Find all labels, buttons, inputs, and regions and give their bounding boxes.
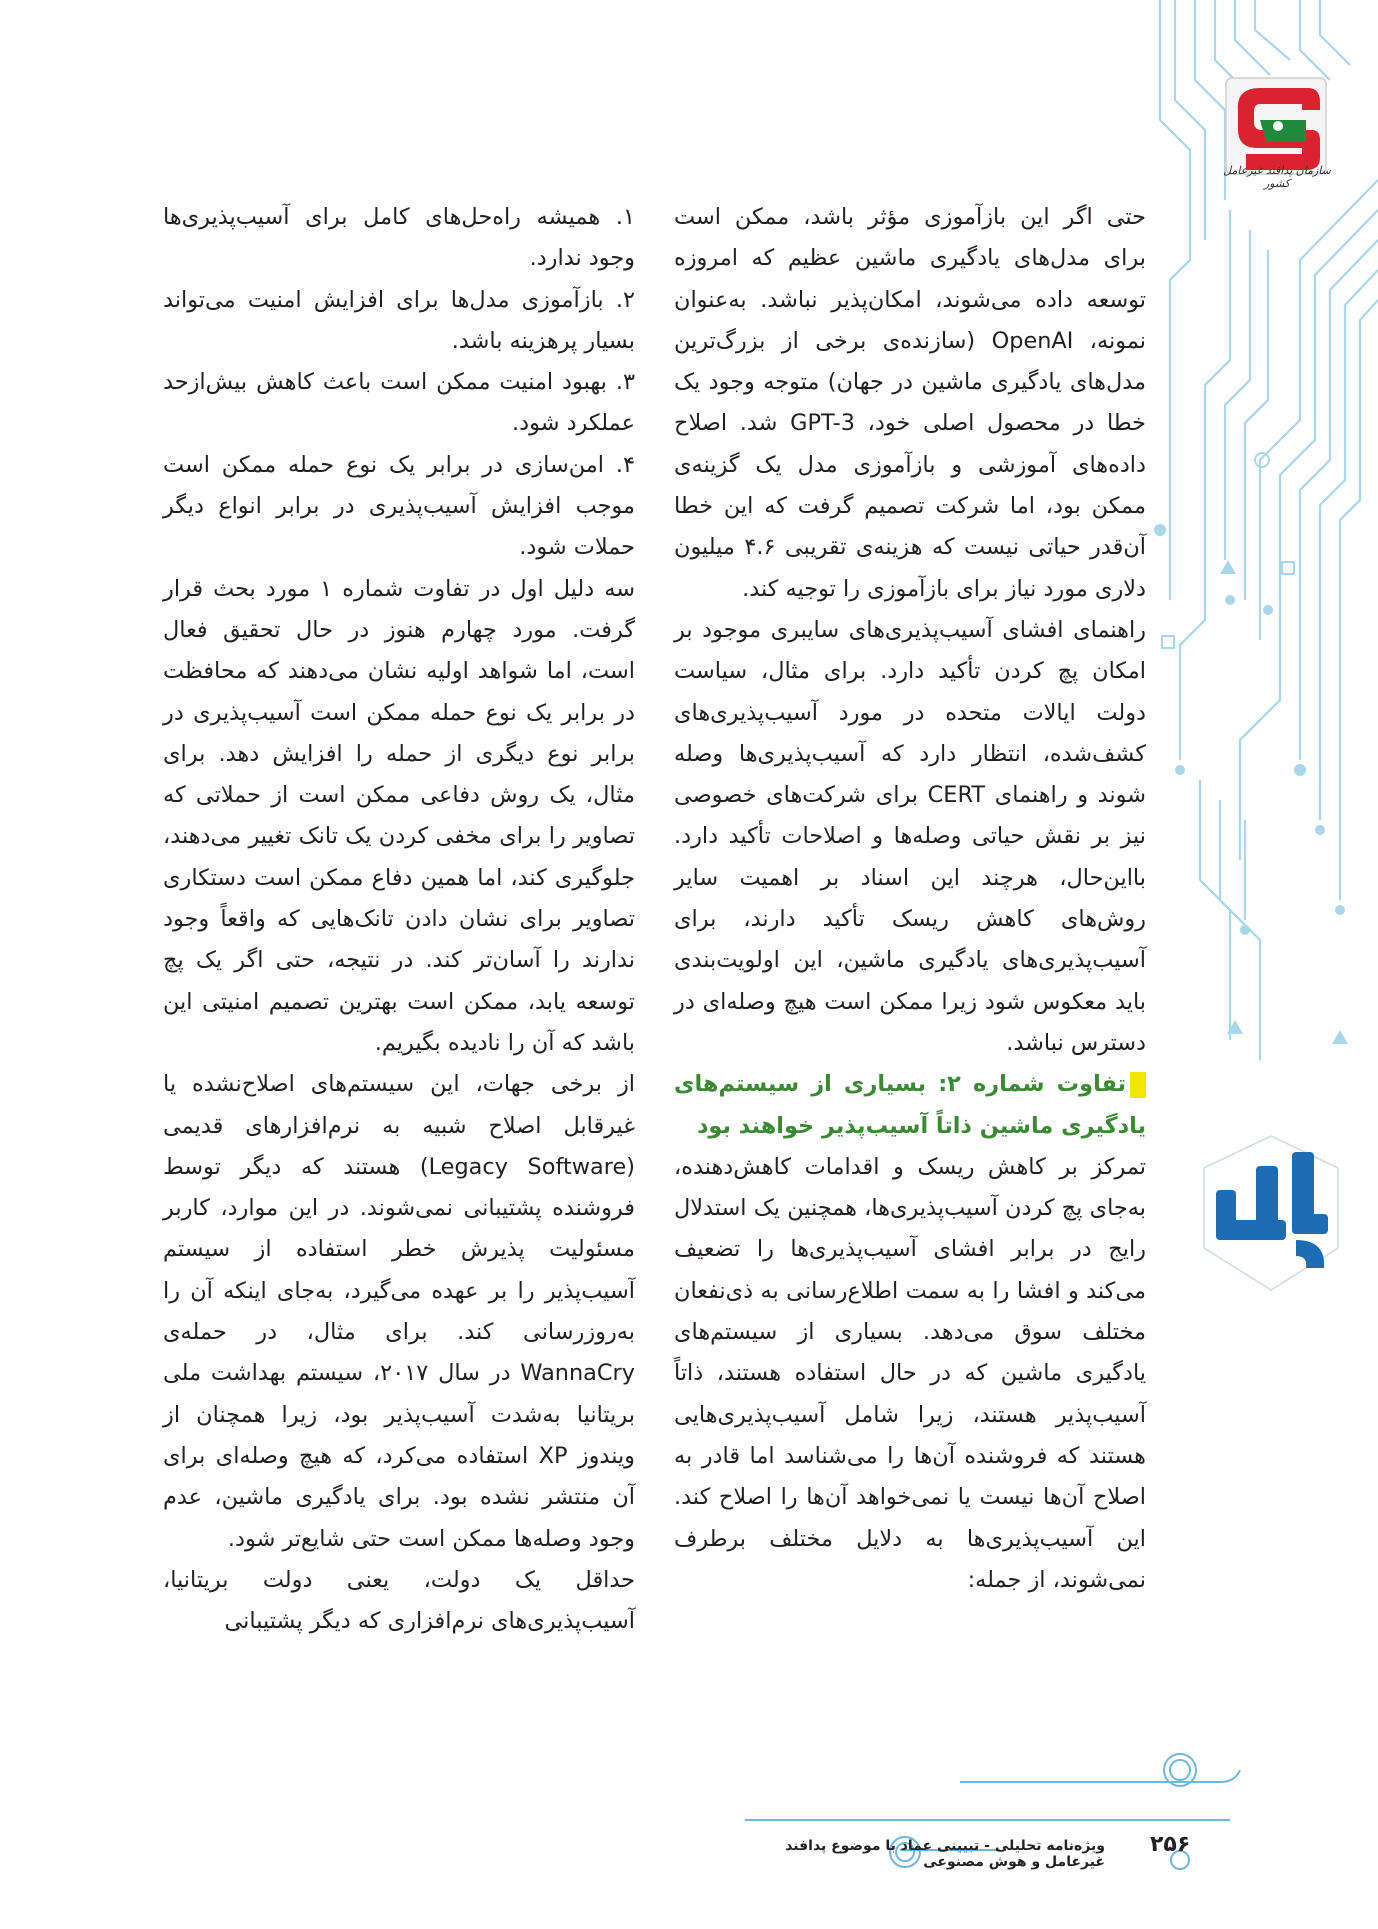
- emad-logo: [1196, 1128, 1346, 1298]
- list-item: ۲. بازآموزی مدل‌ها برای افزایش امنیت می‌تواند بسیار پرهزینه باشد.: [163, 286, 635, 354]
- logo-caption: سازمان پدافند غیرعامل کشور: [1223, 164, 1331, 190]
- heading-marker: [1130, 1072, 1146, 1098]
- section-heading: [674, 1064, 1146, 1147]
- page-number: ۲۵۶: [1150, 1832, 1191, 1857]
- right-column: [674, 197, 1146, 1601]
- left-column: [163, 197, 635, 1642]
- paragraph: راهنمای افشای آسیب‌پذیری‌های سایبری موجود بر امکان پچ کردن تأکید دارد. برای مثال، سیاست دولت ایالات متحده در مورد آسیب‌پذیری‌های کشف‌شده، انتظار دارد که آسیب‌پذیری‌ها وصله شوند و راهنمای CERT برای شرکت‌های خصوصی نیز بر نقش حیاتی وصله‌ها و اصلاحات تأکید دارد. بااین‌حال، هرچند این اسناد بر اهمیت سایر روش‌های کاهش ریسک تأکید دارند، برای آسیب‌پذیری‌های یادگیری ماشین، این اولویت‌بندی باید معکوس شود زیرا ممکن است هیچ وصله‌ای در دسترس نباشد.: [674, 616, 1146, 1056]
- paragraph: تمرکز بر کاهش ریسک و اقدامات کاهش‌دهنده، به‌جای پچ کردن آسیب‌پذیری‌ها، همچنین یک استدلال رایج در برابر افشای آسیب‌پذیری‌ها را تضعیف می‌کند و افشا را به سمت اطلاع‌رسانی به ذی‌نفعان مختلف سوق می‌دهد. بسیاری از سیستم‌های یادگیری ماشین که در حال استفاده هستند، ذاتاً آسیب‌پذیر هستند، زیرا شامل آسیب‌پذیری‌هایی هستند که فروشنده آن‌ها را می‌شناسد اما قادر به اصلاح آن‌ها نیست یا نمی‌خواهد آن‌ها را اصلاح کند. این آسیب‌پذیری‌ها به دلایل مختلف برطرف نمی‌شوند، از جمله:: [674, 1153, 1146, 1593]
- paragraph: سه دلیل اول در تفاوت شماره ۱ مورد بحث قرار گرفت. مورد چهارم هنوز در حال تحقیق فعال است، اما شواهد اولیه نشان می‌دهند که محافظت در برابر یک نوع حمله ممکن است آسیب‌پذیری در برابر نوع دیگری از حمله را افزایش دهد. برای مثال، یک روش دفاعی ممکن است از حملاتی که تصاویر را برای مخفی کردن یک تانک تغییر می‌دهند، جلوگیری کند، اما همین دفاع ممکن است دستکاری تصاویر برای نشان دادن تانک‌هایی که واقعاً وجود ندارند را آسان‌تر کند. در نتیجه، حتی اگر یک پچ توسعه یابد، ممکن است بهترین تصمیم امنیتی این باشد که آن را نادیده بگیریم.: [163, 575, 635, 1056]
- journal-title: ویژه‌نامه تحلیلی - تبیینی عماد با موضوع پدافند غیرعامل و هوش مصنوعی: [785, 1838, 1105, 1870]
- section-heading-text: تفاوت شماره ۲: بسیاری از سیستم‌های یادگیری ماشین ذاتاً آسیب‌پذیر خواهند بود: [674, 1071, 1146, 1139]
- paragraph: حداقل یک دولت، یعنی دولت بریتانیا، آسیب‌پذیری‌های نرم‌افزاری که دیگر پشتیبانی: [163, 1566, 635, 1635]
- paragraph: از برخی جهات، این سیستم‌های اصلاح‌نشده یا غیرقابل اصلاح شبیه به نرم‌افزارهای قدیمی (Legacy Software) هستند که دیگر توسط فروشنده پشتیبانی نمی‌شوند. در این موارد، کاربر مسئولیت پذیرش خطر استفاده از سیستم آسیب‌پذیر را بر عهده می‌گیرد، به‌جای اینکه آن را به‌روزرسانی کند. برای مثال، در حمله‌ی WannaCry در سال ۲۰۱۷، سیستم بهداشت ملی بریتانیا به‌شدت آسیب‌پذیر بود، زیرا همچنان از ویندوز XP استفاده می‌کرد، که هیچ وصله‌ای برای آن منتشر نشده بود. برای یادگیری ماشین، عدم وجود وصله‌ها ممکن است حتی شایع‌تر شود.: [163, 1071, 635, 1552]
- list-item: ۴. امن‌سازی در برابر یک نوع حمله ممکن است موجب افزایش آسیب‌پذیری در برابر انواع دیگر حملات شود.: [163, 451, 635, 561]
- list-item: ۱. همیشه راه‌حل‌های کامل برای آسیب‌پذیری‌ها وجود ندارد.: [163, 204, 635, 272]
- list-item: ۳. بهبود امنیت ممکن است باعث کاهش بیش‌ازحد عملکرد شود.: [163, 369, 635, 437]
- paragraph: حتی اگر این بازآموزی مؤثر باشد، ممکن است برای مدل‌های یادگیری ماشین عظیم که امروزه توسعه داده می‌شوند، امکان‌پذیر نباشد. به‌عنوان نمونه، OpenAI (سازنده‌ی برخی از بزرگ‌ترین مدل‌های یادگیری ماشین در جهان) متوجه وجود یک خطا در محصول اصلی خود، GPT-3 شد. اصلاح داده‌های آموزشی و بازآموزی مدل یک گزینه‌ی ممکن بود، اما شرکت تصمیم گرفت که این خطا آن‌قدر حیاتی نیست که هزینه‌ی تقریبی ۴.۶ میلیون دلاری مورد نیاز برای بازآموزی را توجیه کند.: [674, 204, 1147, 602]
